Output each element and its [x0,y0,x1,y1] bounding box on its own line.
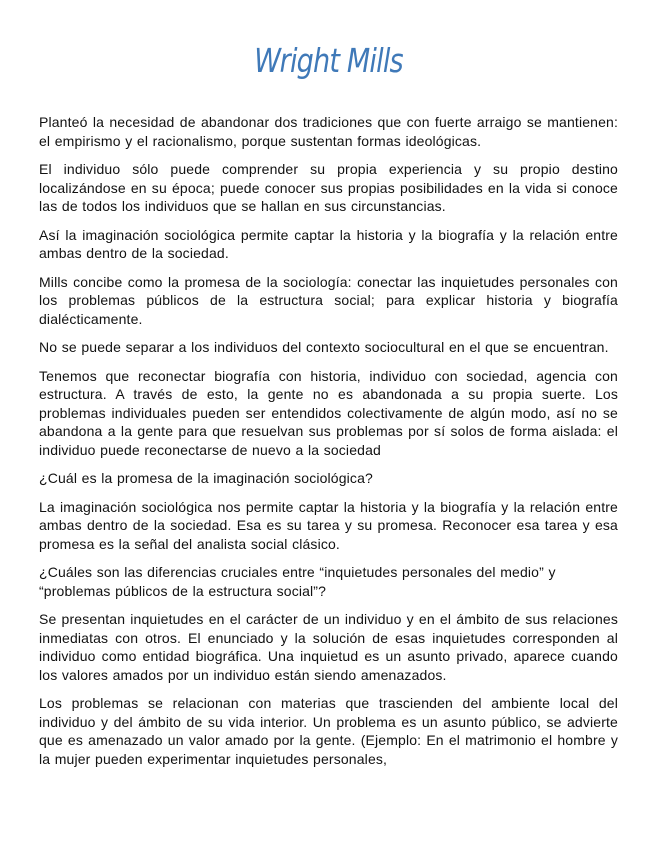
paragraph-sociological-imagination: Así la imaginación sociológica permite captar la historia y la biografía y la relación entre ambas dentro de la sociedad. [39,226,618,261]
paragraph-sociocultural-context: No se puede separar a los individuos del contexto sociocultural en el que se encuentran. [39,339,609,355]
question-differences: ¿Cuáles son las diferencias cruciales entre “inquietudes personales del medio” y “problemas públicos de la estructura social”? [39,564,556,599]
paragraph-reconnect-biography: Tenemos que reconectar biografía con historia, individuo con sociedad, agencia con estructura. A través de esto, la gente no es abandonada a su propia suerte. Los problemas individuales pueden ser entendidos colectivamente de algún modo, así no se abandona a la gente para que resuelvan sus problemas por sí solos de forma aislada: el individuo puede reconectarse de nuevo a la sociedad [39,367,618,458]
paragraph-public-issues: Los problemas se relacionan con materias que trascienden del ambiente local del individuo y del ámbito de su vida interior. Un problema es un asunto público, se advierte que es amenazado un valor amado por la gente. (Ejemplo: En el matrimonio el hombre y la mujer pueden experimentar inquietudes personales, [39,695,618,767]
paragraph-answer-promise: La imaginación sociológica nos permite captar la historia y la biografía y la relación entre ambas dentro de la sociedad. Esa es su tarea y su promesa. Reconocer esa tarea y esa promesa es la señal del analista social clásico. [39,498,618,552]
paragraph-traditions: Planteó la necesidad de abandonar dos tradiciones que con fuerte arraigo se mantienen: el empirismo y el racionalismo, porque sustentan formas ideológicas. [39,114,618,149]
paragraph-personal-troubles: Se presentan inquietudes en el carácter de un individuo y en el ámbito de sus relaciones inmediatas con otros. El enunciado y la solución de esas inquietudes corresponden al individuo como entidad biográfica. Una inquietud es un asunto privado, aparece cuando los valores amados por un individuo están siendo amenazados. [39,611,618,683]
paragraph-individual-experience: El individuo sólo puede comprender su propia experiencia y su propio destino localizándose en su época; puede conocer sus propias posibilidades en la vida si conoce las de todos los individuos que se hallan en sus circunstancias. [39,161,618,214]
document-title: Wright Mills [254,41,403,80]
paragraph-promise-of-sociology: Mills concibe como la promesa de la sociología: conectar las inquietudes personales con los problemas públicos de la estructura social; para explicar historia y biografía dialécticamente. [39,273,618,327]
question-promise: ¿Cuál es la promesa de la imaginación sociológica? [39,470,373,486]
